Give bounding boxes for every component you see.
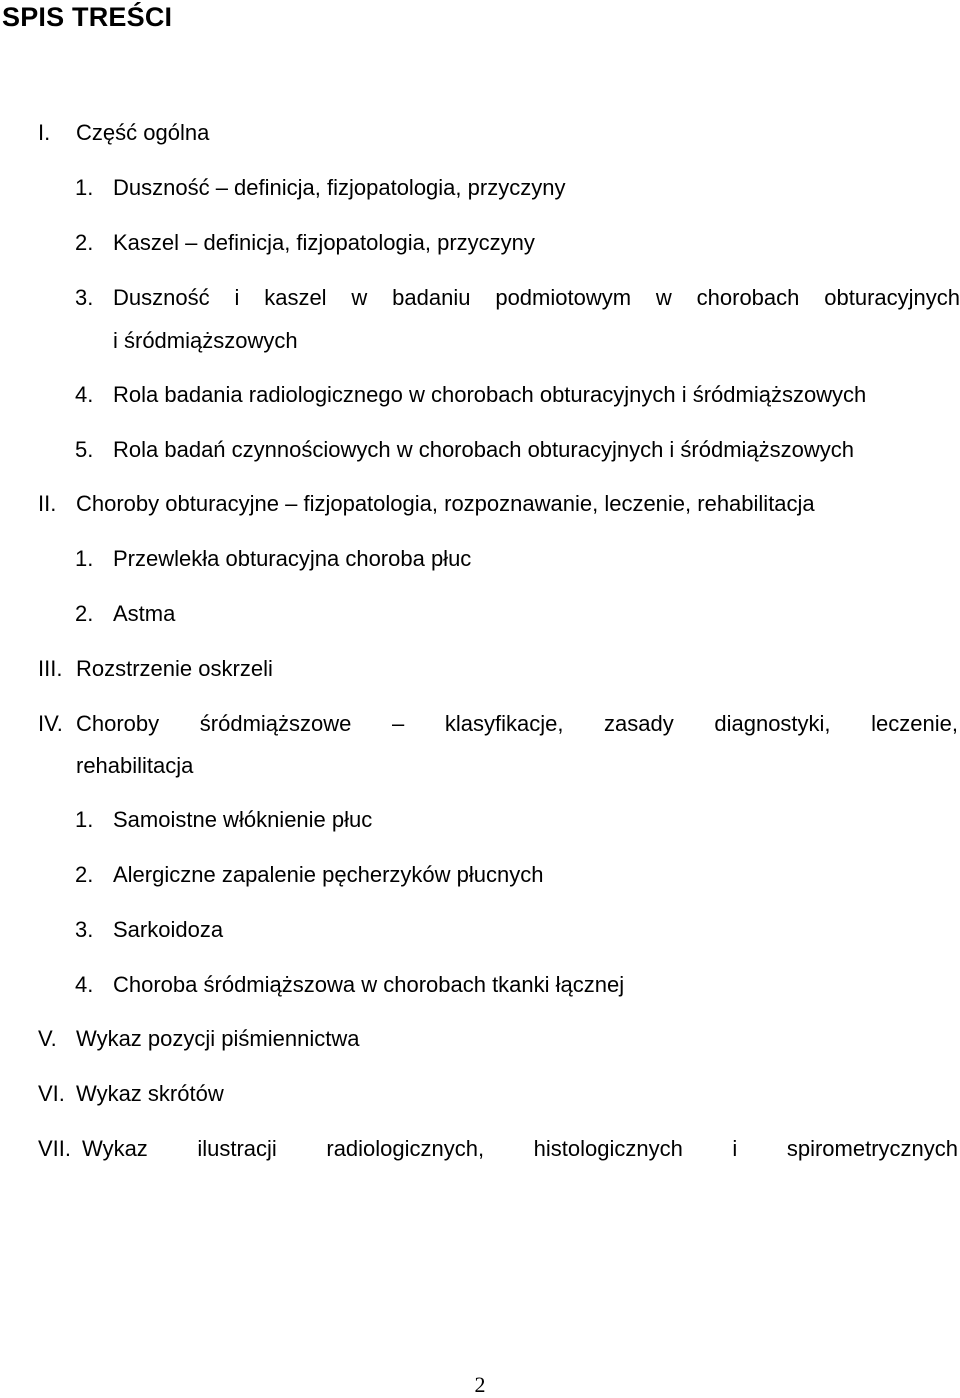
toc-entry-number: 1.	[75, 175, 94, 200]
toc-entry-number: 3.	[75, 917, 94, 942]
toc-entry-title: Choroby śródmiąższowe – klasyfikacje, zasady diagnostyki, leczenie,	[76, 711, 958, 736]
toc-entry-number: IV.	[38, 711, 63, 736]
toc-entry-number: 4.	[75, 972, 94, 997]
toc-entry-title: Część ogólna	[76, 120, 210, 145]
page-title: SPIS TREŚCI	[2, 2, 173, 32]
toc-entry-title: Rozstrzenie oskrzeli	[76, 656, 273, 681]
toc-entry-number: 4.	[75, 382, 94, 407]
toc-entry-title: Wykaz ilustracji radiologicznych, histologicznych i spirometrycznych	[82, 1136, 958, 1161]
toc-entry-title-continuation: rehabilitacja	[76, 753, 194, 778]
toc-entry-title-continuation: i śródmiąższowych	[113, 328, 298, 353]
toc-entry-number: 1.	[75, 807, 94, 832]
toc-entry-number: 2.	[75, 601, 94, 626]
toc-entry-title: Choroba śródmiąższowa w chorobach tkanki łącznej	[113, 972, 625, 997]
toc-entry-number: 2.	[75, 230, 94, 255]
toc-entry-title: Samoistne włóknienie płuc	[113, 807, 373, 832]
toc-entry-title: Astma	[113, 601, 176, 626]
toc-entry-number: II.	[38, 491, 57, 516]
toc-entry-title: Sarkoidoza	[113, 917, 224, 942]
toc-entry-title: Rola badania radiologicznego w chorobach obturacyjnych i śródmiąższowych	[113, 382, 867, 407]
toc-entry-title: Wykaz skrótów	[76, 1081, 224, 1106]
toc-entry-title: Rola badań czynnościowych w chorobach obturacyjnych i śródmiąższowych	[113, 437, 855, 462]
page-number: 2	[474, 1372, 486, 1397]
toc-entry-title: Duszność – definicja, fizjopatologia, przyczyny	[113, 175, 566, 200]
toc-entry-number: 5.	[75, 437, 94, 462]
toc-entry-number: VI.	[38, 1081, 65, 1106]
toc-entry-title: Alergiczne zapalenie pęcherzyków płucnych	[113, 862, 544, 887]
toc-entry-number: I.	[38, 120, 51, 145]
toc-entry-number: VII.	[38, 1136, 72, 1161]
toc-entry-title: Kaszel – definicja, fizjopatologia, przyczyny	[113, 230, 535, 255]
toc-entry-title: Duszność i kaszel w badaniu podmiotowym w chorobach obturacyjnych	[113, 285, 960, 310]
toc-entry-number: 1.	[75, 546, 94, 571]
toc-entry-number: V.	[38, 1026, 57, 1051]
toc-entry-title: Choroby obturacyjne – fizjopatologia, rozpoznawanie, leczenie, rehabilitacja	[76, 491, 815, 516]
toc-entry-title: Wykaz pozycji piśmiennictwa	[76, 1026, 360, 1051]
toc-entry-number: III.	[38, 656, 63, 681]
toc-entry-number: 3.	[75, 285, 94, 310]
toc-entry-title: Przewlekła obturacyjna choroba płuc	[113, 546, 472, 571]
toc-entry-number: 2.	[75, 862, 94, 887]
